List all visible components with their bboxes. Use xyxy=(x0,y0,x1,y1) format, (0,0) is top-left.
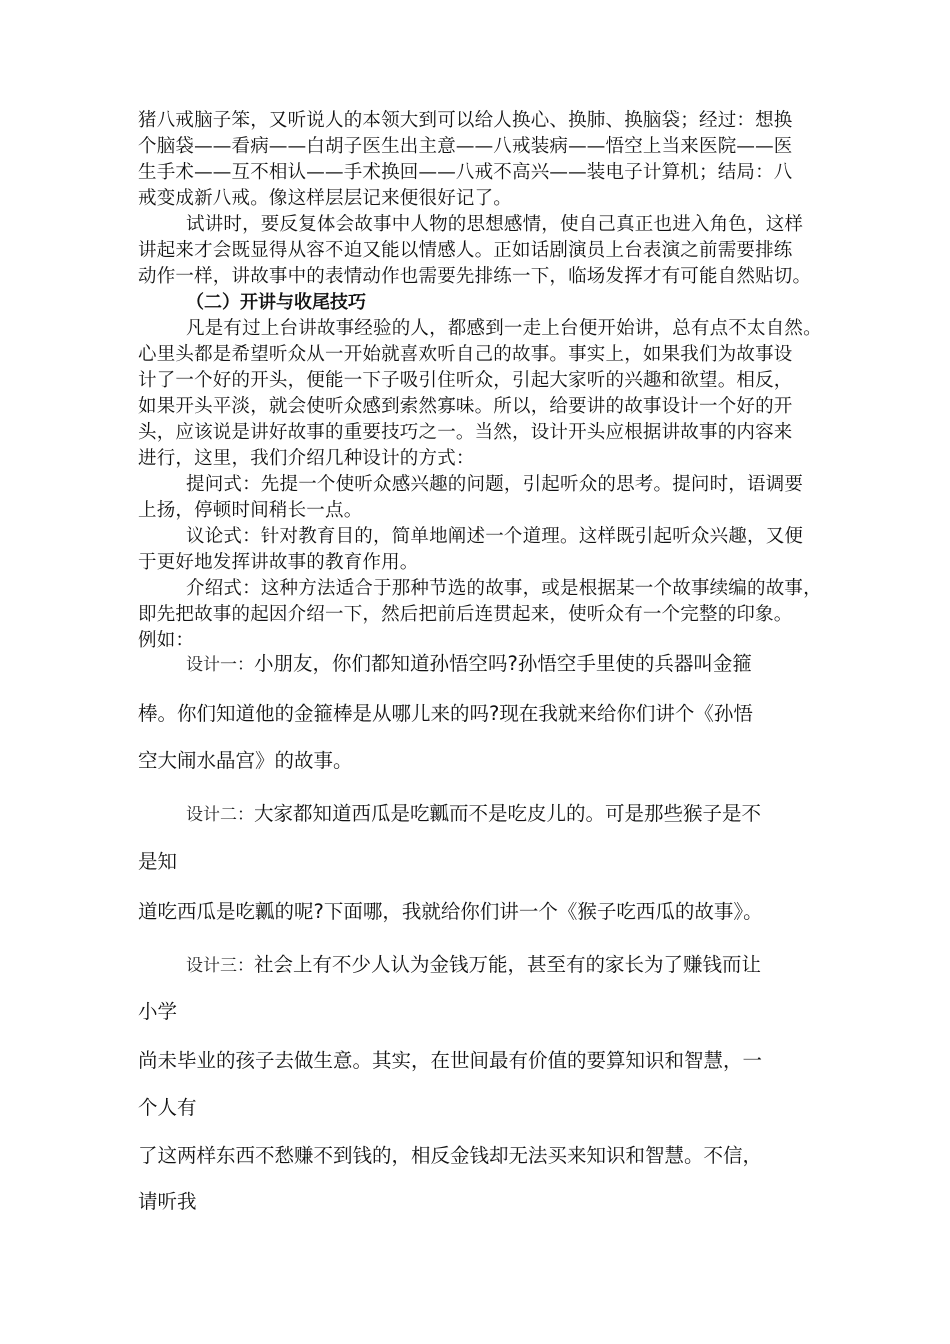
design-1-label: 设计一： xyxy=(186,655,254,675)
body-line: 例如： xyxy=(138,630,195,651)
design-1-line: 空大闹水晶宫》的故事。 xyxy=(138,749,353,772)
design-3-line: 了这两样东西不愁赚不到钱的，相反金钱却无法买来知识和智慧。不信， xyxy=(138,1144,763,1167)
design-2-line: 是知 xyxy=(138,850,178,873)
body-line: 动作一样，讲故事中的表情动作也需要先排练一下，临场发挥才有可能自然贴切。 xyxy=(138,266,812,287)
design-1-text: 小朋友，你们都知道孙悟空吗?孙悟空手里使的兵器叫金箍 xyxy=(254,652,752,675)
design-1-line xyxy=(186,650,752,679)
design-3-line: 尚未毕业的孩子去做生意。其实，在世间最有价值的要算知识和智慧，一 xyxy=(138,1049,763,1072)
design-3-line: 个人有 xyxy=(138,1096,197,1119)
body-line: 凡是有过上台讲故事经验的人，都感到一走上台便开始讲，总有点不太自然。 xyxy=(186,318,822,339)
design-2-line xyxy=(186,800,761,829)
body-line: 即先把故事的起因介绍一下，然后把前后连贯起来，使听众有一个完整的印象。 xyxy=(138,604,793,625)
design-3-line xyxy=(186,951,761,980)
design-3-label: 设计三： xyxy=(186,956,254,976)
body-line: 戒变成新八戒。像这样层层记来便很好记了。 xyxy=(138,188,513,209)
body-line: 如果开头平淡，就会使听众感到索然寡味。所以，给要讲的故事设计一个好的开 xyxy=(138,396,793,417)
body-line: 议论式：针对教育目的，简单地阐述一个道理。这样既引起听众兴趣，又便 xyxy=(186,526,804,547)
design-3-line: 请听我 xyxy=(138,1190,197,1213)
body-line: 于更好地发挥讲故事的教育作用。 xyxy=(138,552,419,573)
design-2-label: 设计二： xyxy=(186,805,254,825)
body-line: 提问式：先提一个使听众感兴趣的问题，引起听众的思考。提问时，语调要 xyxy=(186,474,804,495)
section-heading: （二）开讲与收尾技巧 xyxy=(186,292,366,313)
body-line: 进行，这里，我们介绍几种设计的方式： xyxy=(138,448,475,469)
design-1-line: 棒。你们知道他的金箍棒是从哪儿来的吗?现在我就来给你们讲个《孙悟 xyxy=(138,702,753,725)
design-3-text: 社会上有不少人认为金钱万能，甚至有的家长为了赚钱而让 xyxy=(254,953,762,976)
body-line: 试讲时，要反复体会故事中人物的思想感情，使自己真正也进入角色，这样 xyxy=(186,214,804,235)
body-line: 介绍式：这种方法适合于那种节选的故事，或是根据某一个故事续编的故事， xyxy=(186,578,822,599)
body-line: 头，应该说是讲好故事的重要技巧之一。当然，设计开头应根据讲故事的内容来 xyxy=(138,422,793,443)
body-line: 讲起来才会既显得从容不迫又能以情感人。正如话剧演员上台表演之前需要排练 xyxy=(138,240,793,261)
body-line: 上扬，停顿时间稍长一点。 xyxy=(138,500,363,521)
body-line: 个脑袋——看病——白胡子医生出主意——八戒装病——悟空上当来医院——医 xyxy=(138,136,793,157)
body-line: 猪八戒脑子笨，又听说人的本领大到可以给人换心、换肺、换脑袋；经过：想换 xyxy=(138,110,793,131)
body-line: 心里头都是希望听众从一开始就喜欢听自己的故事。事实上，如果我们为故事设 xyxy=(138,344,793,365)
design-3-line: 小学 xyxy=(138,1000,178,1023)
body-line: 计了一个好的开头，便能一下子吸引住听众，引起大家听的兴趣和欲望。相反， xyxy=(138,370,793,391)
design-2-line: 道吃西瓜是吃瓤的呢?下面哪，我就给你们讲一个《猴子吃西瓜的故事》。 xyxy=(138,900,763,923)
body-line: 生手术——互不相认——手术换回——八戒不高兴——装电子计算机；结局：八 xyxy=(138,162,793,183)
design-2-text: 大家都知道西瓜是吃瓤而不是吃皮儿的。可是那些猴子是不 xyxy=(254,802,762,825)
